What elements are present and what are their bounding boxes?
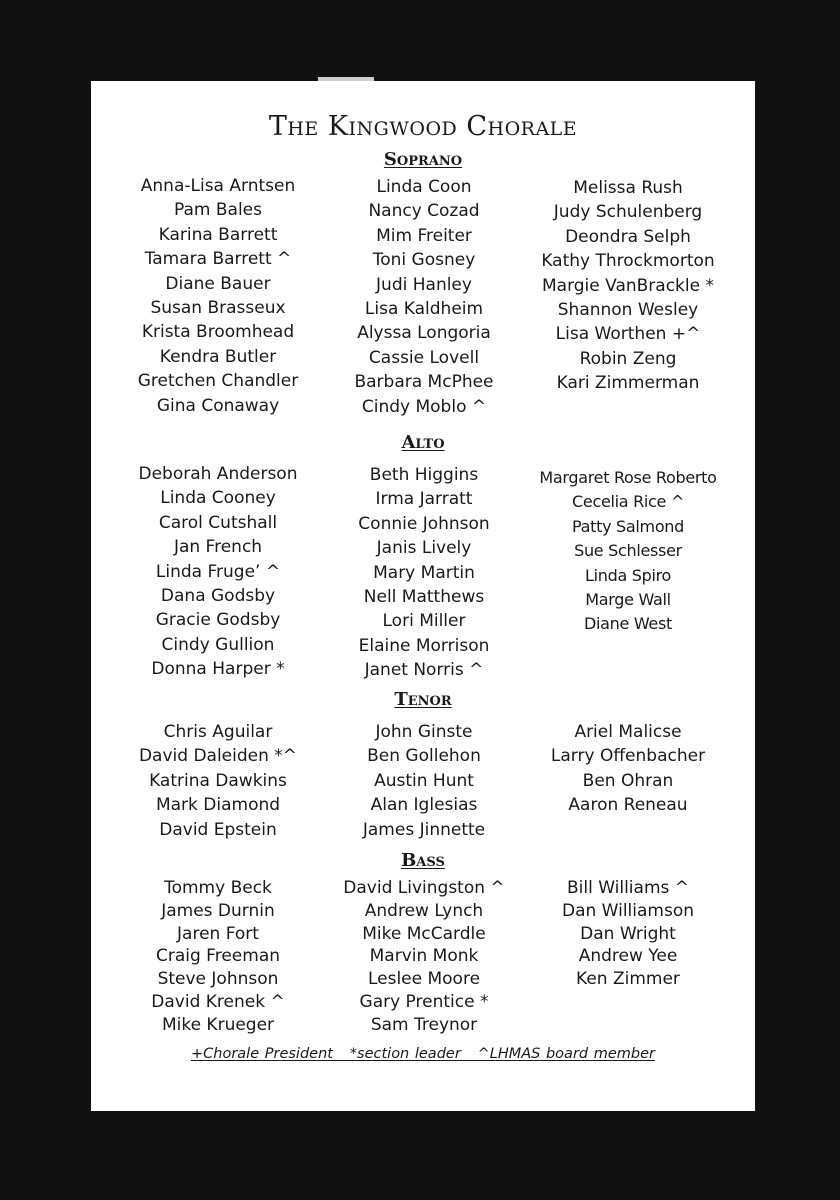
member-name: Larry Offenbacher	[550, 746, 706, 767]
alto-column-3	[528, 466, 728, 637]
member-name: Steve Johnson	[157, 969, 279, 990]
legend-footnote: +Chorale President *section leader ^LHMAS board member	[191, 1046, 655, 1062]
member-name: Lisa Worthen +^	[555, 324, 701, 345]
member-name: Elaine Morrison	[358, 635, 490, 656]
alto-column-1	[118, 462, 318, 682]
member-name: Bill Williams ^	[566, 878, 690, 898]
member-name: Leslee Moore	[367, 969, 481, 990]
member-name: Tamara Barrett ^	[144, 249, 292, 270]
member-name: Karina Barrett	[158, 224, 278, 245]
member-name: Aaron Reneau	[568, 795, 688, 816]
member-name: Mark Diamond	[155, 795, 281, 816]
section-heading-tenor: Tenor	[394, 689, 452, 710]
member-name: Sue Schlesser	[574, 541, 682, 561]
member-name: Lori Miller	[382, 611, 466, 632]
tenor-column-2	[324, 720, 524, 842]
member-name: Chris Aguilar	[163, 722, 273, 742]
member-name: James Durnin	[161, 900, 275, 921]
member-name: Jan French	[173, 537, 263, 558]
member-name: Ben Gollehon	[367, 746, 481, 767]
member-name: Diane West	[584, 614, 672, 634]
bass-column-3	[528, 877, 728, 991]
section-heading-bass: Bass	[401, 850, 445, 871]
member-name: Alyssa Longoria	[357, 323, 491, 344]
member-name: Melissa Rush	[573, 178, 683, 198]
member-name: Mim Freiter	[376, 225, 472, 246]
member-name: Kathy Throckmorton	[541, 251, 715, 272]
member-name: Andrew Yee	[578, 946, 678, 967]
member-name: Nell Matthews	[363, 586, 485, 607]
member-name: Andrew Lynch	[364, 900, 484, 921]
member-name: Linda Cooney	[160, 488, 276, 509]
member-name: Nancy Cozad	[368, 201, 480, 222]
tenor-column-3	[528, 720, 728, 818]
member-name: Deborah Anderson	[138, 464, 298, 484]
member-name: Irma Jarratt	[375, 489, 473, 510]
soprano-column-1	[118, 174, 318, 418]
member-name: Austin Hunt	[374, 770, 474, 791]
soprano-column-3	[528, 176, 728, 396]
member-name: Jaren Fort	[177, 923, 259, 944]
member-name: Mike McCardle	[362, 923, 486, 944]
member-name: Anna-Lisa Arntsen	[140, 176, 296, 196]
member-name: Dan Williamson	[561, 900, 695, 921]
member-name: Linda Coon	[376, 177, 472, 197]
bass-column-1	[118, 877, 318, 1037]
member-name: Cindy Moblo ^	[361, 396, 487, 417]
member-name: Mary Martin	[373, 562, 475, 583]
section-heading-alto: Alto	[401, 432, 445, 453]
member-name: Ariel Malicse	[574, 722, 682, 742]
member-name: James Jinnette	[362, 819, 486, 840]
member-name: Tommy Beck	[164, 878, 272, 898]
member-name: Kari Zimmerman	[556, 373, 700, 394]
alto-column-2	[324, 463, 524, 683]
member-name: Donna Harper *	[151, 659, 285, 680]
member-name: Alan Iglesias	[370, 795, 478, 816]
member-name: Connie Johnson	[358, 513, 490, 534]
member-name: Cindy Gullion	[161, 634, 275, 655]
page-title: The Kingwood Chorale	[268, 111, 578, 142]
program-page	[91, 81, 755, 1111]
member-name: Patty Salmond	[571, 516, 684, 536]
member-name: Marvin Monk	[369, 946, 479, 967]
member-name: Margie VanBrackle *	[541, 275, 714, 296]
member-name: Deondra Selph	[565, 226, 691, 247]
member-name: Gary Prentice *	[359, 991, 489, 1012]
member-name: Krista Broomhead	[141, 322, 295, 343]
member-name: Toni Gosney	[372, 250, 476, 271]
member-name: Craig Freeman	[155, 946, 281, 967]
section-heading-soprano: Soprano	[383, 149, 463, 170]
member-name: Marge Wall	[585, 589, 671, 609]
member-name: Janis Lively	[376, 538, 472, 559]
member-name: David Livingston ^	[343, 878, 505, 898]
member-name: Janet Norris ^	[364, 660, 484, 681]
member-name: Carol Cutshall	[158, 512, 278, 533]
member-name: Gracie Godsby	[155, 610, 281, 631]
member-name: David Krenek ^	[151, 991, 285, 1012]
member-name: Cassie Lovell	[368, 347, 480, 368]
member-name: David Epstein	[159, 819, 277, 840]
member-name: Robin Zeng	[579, 348, 677, 369]
member-name: Linda Fruge’ ^	[155, 561, 281, 582]
member-name: Margaret Rose Roberto	[539, 468, 717, 487]
member-name: Linda Spiro	[584, 565, 672, 585]
member-name: Lisa Kaldheim	[364, 298, 484, 319]
member-name: Dana Godsby	[160, 585, 276, 606]
member-name: Sam Treynor	[370, 1014, 478, 1035]
member-name: Judy Schulenberg	[553, 202, 703, 223]
member-name: Shannon Wesley	[557, 299, 699, 320]
member-name: Cecelia Rice ^	[572, 492, 684, 512]
member-name: Judi Hanley	[376, 274, 472, 295]
member-name: Beth Higgins	[369, 465, 479, 485]
member-name: Diane Bauer	[165, 273, 271, 294]
member-name: Gina Conaway	[156, 395, 280, 416]
member-name: Pam Bales	[174, 200, 262, 221]
member-name: Barbara McPhee	[354, 372, 494, 393]
member-name: Kendra Butler	[159, 346, 277, 367]
member-name: Mike Krueger	[161, 1014, 275, 1035]
bass-column-2	[324, 877, 524, 1037]
member-name: Gretchen Chandler	[137, 371, 299, 392]
member-name: Dan Wright	[580, 923, 676, 944]
member-name: John Ginste	[375, 722, 473, 742]
member-name: Susan Brasseux	[150, 297, 286, 318]
soprano-column-2	[324, 175, 524, 419]
member-name: Katrina Dawkins	[149, 770, 287, 791]
member-name: David Daleiden *^	[138, 746, 298, 767]
member-name: Ken Zimmer	[576, 969, 680, 990]
tenor-column-1	[118, 720, 318, 842]
member-name: Ben Ohran	[582, 770, 674, 791]
